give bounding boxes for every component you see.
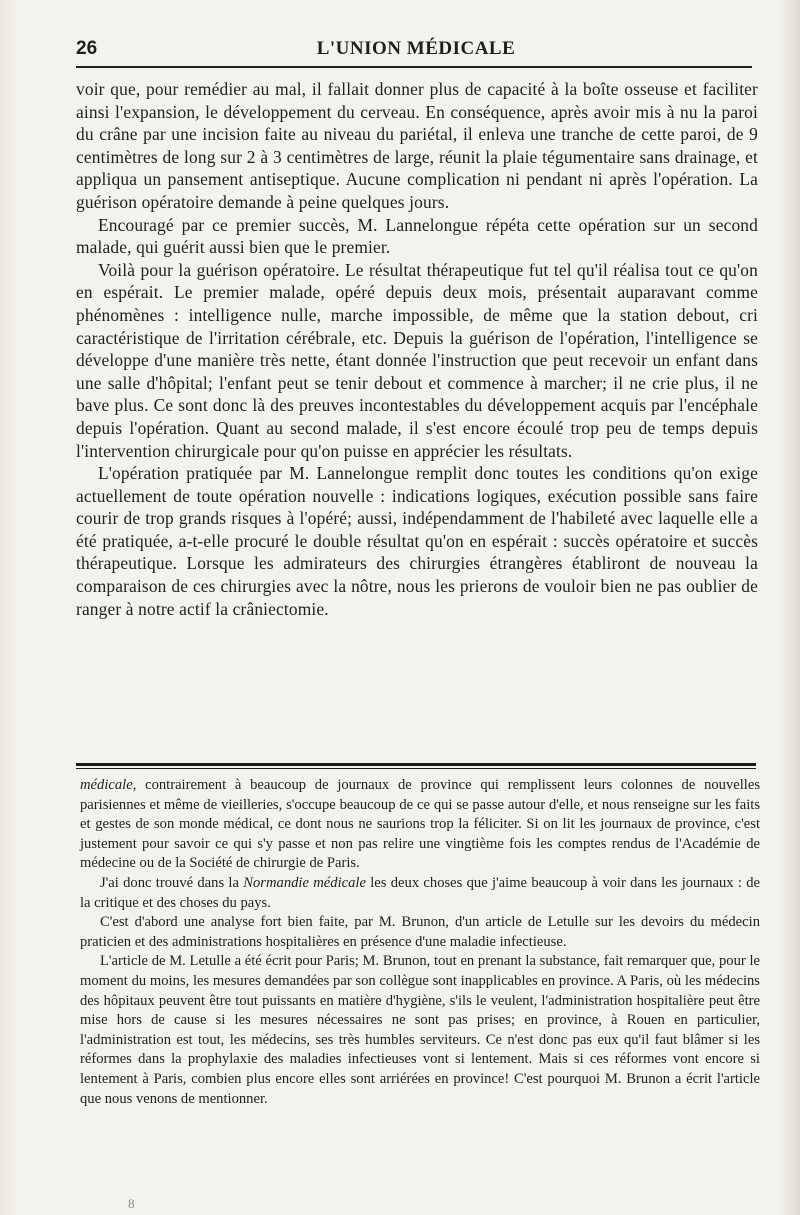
main-article — [76, 78, 758, 620]
italic-term: médicale — [80, 777, 133, 793]
feuilleton-paragraph-4: L'article de M. Letulle a été écrit pour Paris; M. Brunon, tout en prenant la substance, fait remarquer que, pour le moment du moins, les mesures demandées par son collègue sont inapplicables en province. A Paris, où les médecins des hôpitaux peuvent être tout puissants en matière d'hygiène, s'ils le veulent, l'administration hospitalière peut être mise hors de cause si les mesures nécessaires ne sont pas prises; en province, à Rouen en particulier, l'administration est tout, les médecins, ses très humbles serviteurs. Ce n'est donc pas eux qu'il faut blâmer si les réformes dans la prophylaxie des maladies infectieuses vont si lentement. Mais si ces réformes vont encore si lentement à Paris, combien plus encore elles sont arriérées en province! C'est pourquoi M. Brunon a écrit l'article que nous venons de mentionner. — [80, 953, 760, 1107]
signature-mark: 8 — [128, 1196, 135, 1211]
header-rule — [76, 66, 752, 68]
journal-title: Normandie médicale — [243, 874, 366, 891]
section-divider — [76, 763, 756, 769]
feuilleton-paragraph-3: C'est d'abord une analyse fort bien faite, par M. Brunon, d'un article de Letulle sur les devoirs du médecin praticien et des administrations hospitalières en présence d'une maladie infectieuse. — [80, 914, 760, 950]
feuilleton-column — [80, 776, 760, 1109]
page-number: 26 — [76, 38, 98, 59]
main-paragraph-2: Encouragé par ce premier succès, M. Lannelongue répéta cette opération sur un second malade, qui guérit aussi bien que le premier. — [76, 214, 758, 258]
feuilleton-paragraph-2 — [80, 874, 760, 913]
feuilleton-text: J'ai donc trouvé dans la — [100, 874, 244, 891]
feuilleton-text: , contrairement à beaucoup de journaux de province qui remplissent leurs colonnes de nouvelles parisiennes et même de vieilleries, s'occupe beaucoup de ce qui se passe autour d'elle, et nous renseigne sur les faits et gestes de son monde médical, ce dont nous ne saurions trop la féliciter. Si on lit les journaux de province, c'est justement pour savoir ce qui s'y passe et non pas relire une vingtième fois les comptes rendus de l'Académie de médecine ou de la Société de chirurgie de Paris. — [80, 777, 760, 872]
page-header — [76, 36, 756, 64]
feuilleton-paragraph-1 — [80, 776, 760, 874]
main-paragraph-4: L'opération pratiquée par M. Lannelongue remplit donc toutes les conditions qu'on exige actuellement de toute opération nouvelle : indications logiques, exécution possible sans faire courir de trop grands risques à l'opéré; aussi, indépendamment de l'habileté avec laquelle elle a été pratiquée, a-t-elle procuré le double résultat qu'on en espérait : succès opératoire et succès thérapeutique. Lorsque les admirateurs des chirurgies étrangères établiront de nouveau la comparaison de ces chirurgies avec la nôtre, nous les prierons de vouloir bien ne pas oublier de ranger à notre actif la crâniectomie. — [76, 463, 758, 619]
running-title: L'UNION MÉDICALE — [316, 38, 516, 59]
feuilleton-text: les deux choses que j'aime beaucoup à voir dans les journaux : de la critique et des choses du pays. — [80, 874, 760, 911]
main-paragraph-3: Voilà pour la guérison opératoire. Le résultat thérapeutique fut tel qu'il réalisa tout ce qu'on en espérait. Le premier malade, opéré depuis deux mois, présentait auparavant comme phénomènes : intelligence nulle, marche impossible, de même que la station debout, cri caractéristique de l'irritation cérébrale, etc. Depuis la guérison de l'opération, l'intelligence se développe d'une manière très nette, étant donnée l'instruction que peut recevoir un enfant dans une salle d'hôpital; l'enfant peut se tenir debout et commence à marcher; il ne crie plus, il ne bave plus. Ce sont donc là des preuves incontestables du développement acquis par l'encéphale depuis l'opération. Quant au second malade, il s'est encore écoulé trop peu de temps depuis l'intervention chirurgicale pour qu'on puisse en apprécier les résultats. — [76, 259, 758, 461]
main-paragraph-1: voir que, pour remédier au mal, il fallait donner plus de capacité à la boîte osseuse et faciliter ainsi l'expansion, le développement du cerveau. En conséquence, après avoir mis à nu la paroi du crâne par une incision faite au niveau du pariétal, il enleva une tranche de cette paroi, de 9 centimètres de long sur 2 à 3 centimètres de large, réunit la plaie tégumentaire sans drainage, et appliqua un pansement antiseptique. Aucune complication ni pendant ni après l'opération. La guérison opératoire demande à peine quelques jours. — [76, 79, 758, 212]
